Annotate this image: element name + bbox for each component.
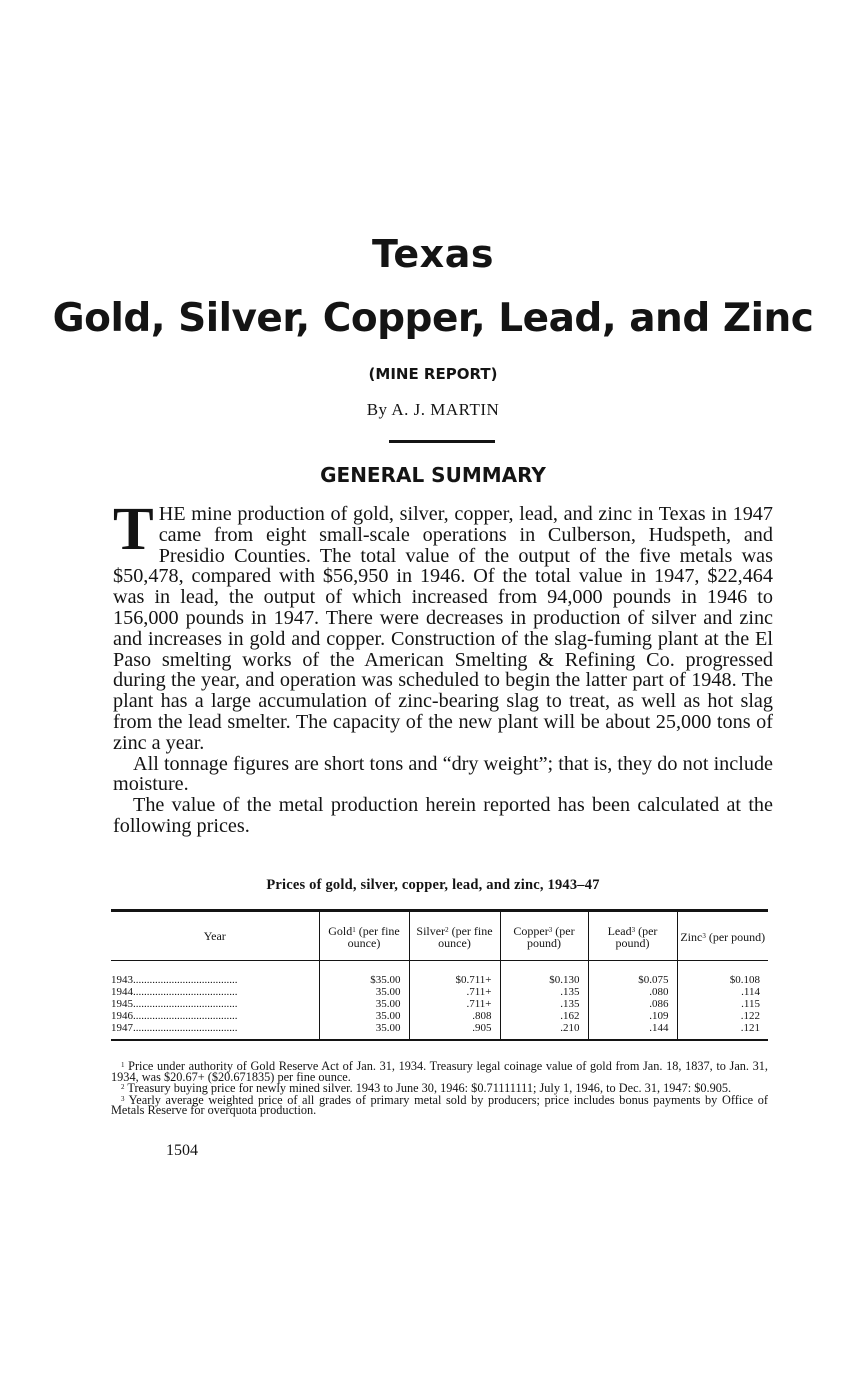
header-zinc [677, 911, 768, 961]
cell-gold: 35.00 [319, 998, 409, 1010]
table-row [111, 1010, 768, 1022]
year-value: 1943 [111, 974, 133, 986]
cell-lead: $0.075 [588, 961, 677, 987]
prices-table [111, 909, 768, 1041]
table-row [111, 1022, 768, 1040]
cell-copper: .162 [500, 1010, 588, 1022]
table-title: Prices of gold, silver, copper, lead, and zinc, 1943–47 [266, 877, 600, 893]
cell-zinc: .122 [740, 1010, 760, 1022]
body-text [113, 496, 773, 837]
section-title: GENERAL SUMMARY [320, 463, 546, 487]
year-value: 1944 [111, 986, 133, 998]
header-copper-unit: (per pound) [527, 923, 575, 950]
header-lead-label: Lead [607, 923, 632, 938]
header-zinc-label: Zinc [680, 929, 703, 944]
paragraph-3: The value of the metal production herein reported has been calculated at the following prices. [113, 794, 773, 837]
report-subtitle: (MINE REPORT) [368, 365, 498, 383]
header-gold-label: Gold [328, 923, 353, 938]
cell-copper: .210 [500, 1022, 588, 1040]
cell-zinc: .121 [677, 1022, 768, 1040]
header-gold-unit: (per fine ounce) [347, 923, 400, 950]
footnote-3-text: Yearly average weighted price of all grades of primary metal sold by producers; price includes bonus payments by Office of Metals Reserve for overquota production. [111, 1092, 768, 1117]
cell-zinc: $0.108 [729, 974, 760, 986]
title-rule [389, 440, 495, 443]
table-row [111, 986, 768, 998]
cell-copper: .135 [500, 986, 588, 998]
header-silver [409, 911, 500, 961]
paragraph-1-text: HE mine production of gold, silver, copper, lead, and zinc in Texas in 1947 came from eight small-scale operations in Culberson, Hudspeth, and Presidio Counties. The total value of the output of the five metals was $50,478, compared with $56,950 in 1946. Of the total value in 1947, $22,464 was in lead, the output of which increased from 94,000 pounds in 1946 to 156,000 pounds in 1947. There were decreases in production of silver and zinc and increases in gold and copper. Construction of the slag-fuming plant at the El Paso smelting works of the American Smelting & Refining Co. progressed during the year, and operation was scheduled to begin the latter part of 1948. The plant has a large accumulation of zinc-bearing slag to treat, as well as hot slag from the lead smelter. The capacity of the new plant will be about 25,000 tons of zinc a year. [113, 503, 773, 754]
footnote-3 [111, 1094, 768, 1116]
cell-silver: .711+ [409, 998, 500, 1010]
header-copper-label: Copper [513, 923, 549, 938]
header-silver-label: Silver [416, 923, 446, 938]
table-header-row [111, 911, 768, 961]
cell-zinc: .115 [741, 998, 760, 1010]
cell-year: 1946...................................... [111, 1010, 319, 1022]
footnote-3-mark: 3 [121, 1094, 125, 1103]
header-gold [319, 911, 409, 961]
cell-year: 1943...................................... [111, 961, 319, 987]
header-silver-note: 2 [445, 925, 449, 934]
year-value: 1945 [111, 998, 133, 1010]
report-title: Gold, Silver, Copper, Lead, and Zinc [52, 296, 814, 341]
cell-gold: $35.00 [319, 961, 409, 987]
footnote-1 [111, 1060, 768, 1082]
paragraph-1 [113, 496, 773, 754]
header-copper-note: 3 [548, 925, 553, 934]
cell-lead: .144 [588, 1022, 677, 1040]
cell-silver: $0.711+ [409, 961, 500, 987]
cell-year: 1945...................................... [111, 998, 319, 1010]
header-gold-note: 1 [352, 925, 356, 934]
state-title: Texas [372, 232, 494, 276]
cell-gold: 35.00 [319, 986, 409, 998]
table-row [111, 961, 768, 987]
cell-year: 1944...................................... [111, 986, 319, 998]
cell-gold: 35.00 [319, 1010, 409, 1022]
author-byline: By A. J. MARTIN [366, 400, 500, 419]
year-value: 1947 [111, 1022, 133, 1034]
cell-year: 1947...................................... [111, 1022, 319, 1040]
cell-lead: .109 [588, 1010, 677, 1022]
footnotes [111, 1060, 768, 1116]
paragraph-2: All tonnage figures are short tons and “dry weight”; that is, they do not include moisture. [113, 752, 773, 796]
cell-copper: .135 [500, 998, 588, 1010]
cell-silver: .808 [409, 1010, 500, 1022]
footnote-2-text: Treasury buying price for newly mined silver. 1943 to June 30, 1946: $0.71111111; July 1, 1946, to Dec. 31, 1947: $0.905. [127, 1081, 732, 1095]
cell-zinc: .114 [741, 986, 760, 998]
header-year: Year [111, 911, 319, 961]
page-number: 1504 [166, 1142, 198, 1159]
footnote-1-mark: 1 [121, 1061, 125, 1069]
header-lead-note: 3 [631, 925, 636, 934]
cell-silver: .905 [409, 1022, 500, 1040]
cell-gold: 35.00 [319, 1022, 409, 1040]
cell-lead: .080 [588, 986, 677, 998]
header-copper [500, 911, 588, 961]
footnote-1-text: Price under authority of Gold Reserve Act of Jan. 31, 1934. Treasury legal coinage value of gold from Jan. 18, 1837, to Jan. 31, 1934, was $20.67+ ($20.671835) per fine ounce. [111, 1059, 768, 1084]
cell-silver: .711+ [409, 986, 500, 998]
header-lead [588, 911, 677, 961]
drop-cap: T [113, 496, 154, 563]
header-zinc-note: 3 [702, 931, 706, 940]
header-silver-unit: (per fine ounce) [438, 923, 493, 950]
table-row [111, 998, 768, 1010]
header-zinc-unit: (per pound) [708, 929, 766, 944]
year-value: 1946 [111, 1010, 133, 1022]
cell-copper: $0.130 [500, 961, 588, 987]
footnote-2-mark: 2 [121, 1083, 125, 1091]
cell-lead: .086 [588, 998, 677, 1010]
header-lead-unit: (per pound) [615, 923, 658, 950]
